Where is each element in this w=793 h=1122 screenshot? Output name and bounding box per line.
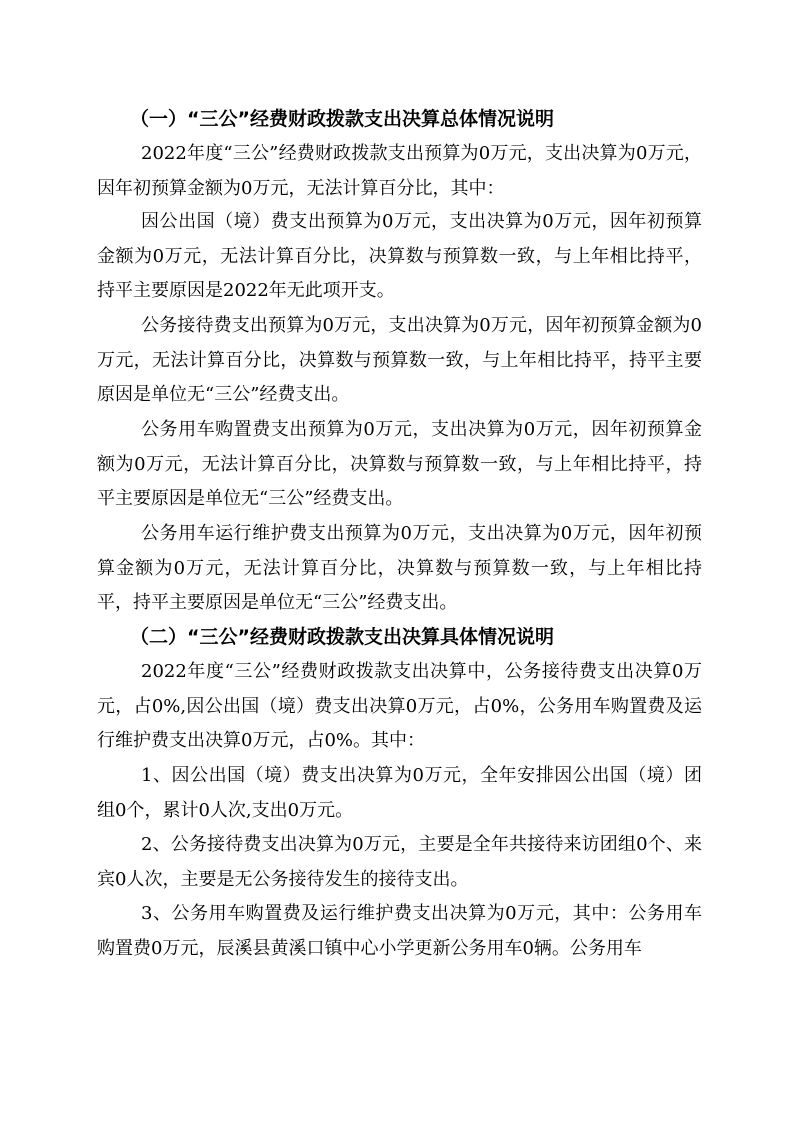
section-2-paragraph-2: 1、因公出国（境）费支出决算为0万元，全年安排因公出国（境）团组0个，累计0人次,支出0万元。 — [97, 765, 702, 821]
section-1-paragraph-5: 公务用车运行维护费支出预算为0万元，支出决算为0万元，因年初预算金额为0万元，无法计算百分比，决算数与预算数一致，与上年相比持平，持平主要原因是单位无“三公”经费支出。 — [97, 523, 702, 614]
section-1-paragraph-1: 2022年度“三公”经费财政拨款支出预算为0万元，支出决算为0万元，因年初预算金额为0万元，无法计算百分比，其中： — [97, 143, 702, 199]
section-2-paragraph-3: 2、公务接待费支出决算为0万元，主要是全年共接待来访团组0个、来宾0人次，主要是无公务接待发生的接待支出。 — [97, 834, 702, 890]
section-2-paragraph-1: 2022年度“三公”经费财政拨款支出决算中，公务接待费支出决算0万元，占0%,因公出国（境）费支出决算0万元，占0%，公务用车购置费及运行维护费支出决算0万元，占0%。其中： — [97, 661, 702, 752]
section-2-heading: （二）“三公”经费财政拨款支出决算具体情况说明 — [130, 626, 554, 648]
section-2-paragraph-4: 3、公务用车购置费及运行维护费支出决算为0万元，其中：公务用车购置费0万元，辰溪县黄溪口镇中心小学更新公务用车0辆。公务用车 — [97, 903, 702, 959]
section-1-heading: （一）“三公”经费财政拨款支出决算总体情况说明 — [130, 108, 554, 130]
section-1-paragraph-2: 因公出国（境）费支出预算为0万元，支出决算为0万元，因年初预算金额为0万元，无法计算百分比，决算数与预算数一致，与上年相比持平，持平主要原因是2022年无此项开支。 — [97, 211, 702, 302]
section-1-paragraph-4: 公务用车购置费支出预算为0万元，支出决算为0万元，因年初预算金额为0万元，无法计算百分比，决算数与预算数一致，与上年相比持平，持平主要原因是单位无“三公”经费支出。 — [97, 419, 702, 510]
section-1-paragraph-3: 公务接待费支出预算为0万元，支出决算为0万元，因年初预算金额为0万元，无法计算百分比，决算数与预算数一致，与上年相比持平，持平主要原因是单位无“三公”经费支出。 — [97, 315, 702, 406]
